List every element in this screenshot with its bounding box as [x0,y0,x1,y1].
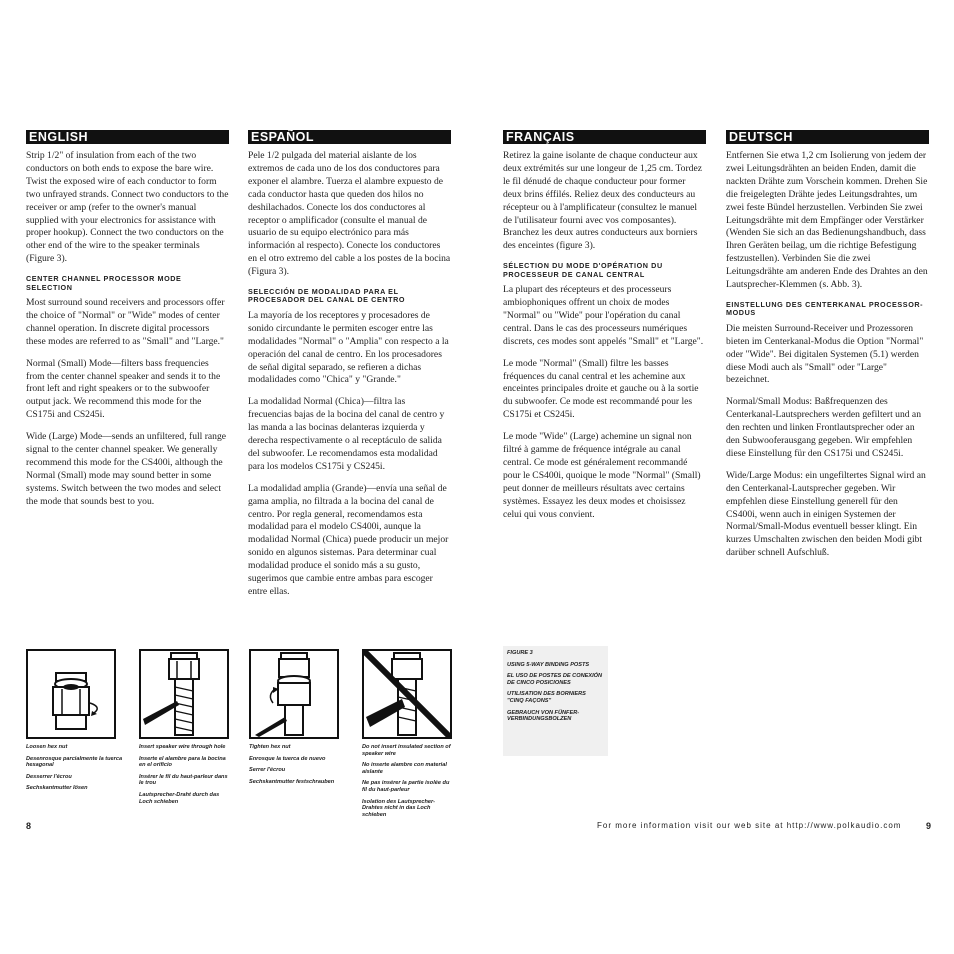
caption-figure-2 [139,744,231,810]
francais-subheading: SÉLECTION DU MODE D'OPÉRATION DU PROCESSEUR DE CANAL CENTRAL [503,261,663,279]
figure-3-line: EL USO DE POSTES DE CONEXIÓN DE CINCO POSICIONES [507,673,603,686]
caption-line: No inserte alambre con material aislante [362,762,447,775]
english-paragraph-2: Most surround sound receivers and processors offer the choice of "Normal" or "Wide" modes of center channel operation. In discrete digital processors these modes are referred to as "Small" and "Large." [26,296,225,347]
francais-paragraph-1: Retirez la gaine isolante de chaque conducteur aux deux extrémités sur une longeur de 1,25 cm. Tordez le fil dénudé de chaque conducteur pour former deux brins éffilés. Reliez deux des conducteurs au récepteur ou à l'amplificateur (consultez le manuel de l'utilisateur fourni avec vos composantes). Branchez les deux autres conducteurs aux borniers des enceintes (figure 3). [503,150,702,252]
deutsch-column [726,130,929,569]
francais-paragraph-4: Le mode "Wide" (Large) achemine un signal non filtré à gamme de fréquence intégrale au canal central. Ce mode est généralement recommandé pour le CS400i, quoique le mode "Normal" (Small) peut donner de meilleurs résultats avec certains systèmes. Essayez les deux modes et choisissez celui qui vous convient. [503,431,701,520]
binding-post-tighten-icon [251,651,337,737]
caption-line: Insérer le fil du haut-parleur dans le trou [139,773,228,787]
francais-column [503,130,706,530]
no-insulated-wire-icon [364,651,450,737]
caption-line: Isolation des Lautsprecher-Drahtes nicht in das Loch schieben [362,798,436,818]
deutsch-subheading: EINSTELLUNG DES CENTERKANAL PROCESSOR-MODUS [726,299,924,318]
caption-figure-3 [249,744,349,790]
francais-paragraph-3: Le mode "Normal" (Small) filtre les basses fréquences du canal central et les achemine aux enceintes principales droite et gauche ou à la sortie du subwoofer. Ce mode est recommandé pour les CS175i et CS245i. [503,357,699,421]
espanol-subheading: SELECCIÓN DE MODALIDAD PARA EL PROCESADOR DEL CANAL DE CENTRO [248,287,406,305]
binding-post-wire-icon [141,651,227,737]
caption-line: Ne pas insérer la partie isolée du fil du haut-parleur [362,780,450,793]
deutsch-paragraph-3: Normal/Small Modus: Baßfrequenzen des Centerkanal-Lautsprechers werden gefiltert und an den rechten und linken Frontlautsprecher oder an den Subwooferausgang gegeben. Wir empfehlen diese Einstellung für den CS175i und CS245i. [726,396,921,459]
page-number-right: 9 [926,821,932,831]
caption-line: Inserte el alambre para la bocina en el orificio [139,755,226,769]
deutsch-paragraph-1: Entfernen Sie etwa 1,2 cm Isolierung von jedem der zwei Leitungsdrähten an beiden Enden, damit die nackten Drähte zum Vorschein kommen. Drehen Sie die freigelegten Drähte jedes Leitungsdrahtes, um zwei feste Bündel herzustellen. Verbinden Sie zwei Leitungsdrähte mit dem Empfänger oder Verstärker (Wenden Sie sich an das Bedienungshandbuch, dass Ihren Geräten beilag, um die richtige Befestigung festzustellen). Verbinden Sie die zwei Leitungsdrähte am anderen Ende des Drahtes an den Lautsprecher-Klemmen (s. Abb. 3). [726,150,928,291]
espanol-paragraph-3: La modalidad Normal (Chica)—filtra las frecuencias bajas de la bocina del canal de centro y las manda a las bocinas delanteras izquierda y derecha respectivamente o al receptáculo de salida del subwoofer. Le recomendamos esta modalidad para los modelos CS175i y CS245i. [248,396,445,472]
espanol-paragraph-1: Pele 1/2 pulgada del material aislante de los extremos de cada uno de los dos conductores para exponer el alambre. Tuerza el alambre expuesto de cada conductor hasta que queden dos hilos no deshilachados. Conecte los dos conductores al receptor o amplificador (consulte el manual de usuario de su equipo electrónico para más información al respecto). Conecte los conductores en el otro extremo del cable a los postes de la bocina (Figura 3). [248,150,451,278]
english-paragraph-1: Strip 1/2" of insulation from each of the two conductors on both ends to expose the bare wire. Twist the exposed wire of each conductor to form two unfrayed strands. Connect two conductors to the receiver or amp (refer to the owner's manual supplied with your electronics for assistance with proper hookup). Connect the two conductors on the other end of the wire to the speaker terminals (Figure 3). [26,150,229,265]
figure-3-legend [503,646,608,756]
figure-3-line: USING 5-WAY BINDING POSTS [507,661,590,668]
espanol-header: ESPAÑOL [248,130,451,144]
figure-3-label: FIGURE 3 [507,650,533,656]
binding-post-icon [28,651,114,737]
francais-paragraph-2: La plupart des récepteurs et des processeurs ambiophoniques offrent un choix de modes "Normal" ou "Wide" pour l'opération du canal central. Dans le cas des processeurs numériques discrets, ces modes sont appelés "Small" et "Large". [503,284,704,347]
deutsch-header: DEUTSCH [726,130,929,144]
figure-3-line: UTILISATION DES BORNIERS "CINQ FAÇONS" [507,691,586,704]
deutsch-paragraph-2: Die meisten Surround-Receiver und Prozessoren bieten im Centerkanal-Modus die Option "Normal" oder "Wide". Bei digitalen Systemen (5.1) werden diese Modi auch als "Small" oder "Large" bezeichnet. [726,322,924,386]
caption-line: Do not insert insulated section of speaker wire [362,744,451,757]
figure-3-line: GEBRAUCH VON FÜNFER-VERBINDUNGSBOLZEN [507,709,580,723]
english-paragraph-3: Normal (Small) Mode—filters bass frequencies from the center channel speaker and sends it to the front left and right speakers or to the subwoofer output jack. We recommend this mode for the CS175i and CS245i. [26,357,221,421]
english-column [26,130,229,518]
english-header: ENGLISH [26,130,229,144]
caption-line: Enrosque la tuerca de nuevo [249,755,326,762]
caption-line: Desserrer l'écrou [26,773,72,780]
english-paragraph-4: Wide (Large) Mode—sends an unfiltered, full range signal to the center channel speaker. We generally recommend this mode for the CS400i, although the Normal (Small) mode may sound better in some systems. Switch between the two modes and select the mode that sounds best to you. [26,431,227,507]
caption-line: Insert speaker wire through hole [139,744,226,750]
caption-line: Sechskantmutter lösen [26,785,88,792]
website-footer: For more information visit our web site at http://www.polkaudio.com [597,821,902,830]
caption-line: Sechskantmutter festschrauben [249,778,335,785]
caption-line: Loosen hex nut [26,744,68,750]
espanol-paragraph-4: La modalidad amplia (Grande)—envía una señal de gama amplia, no filtrada a la bocina del canal de centro. Por regla general, recomendamos esta modalidad para el modelo CS400i, aunque la modalidad Normal (Chica) puede producir un mejor sonido en algunos sistemas. Para determinar cual modalidad produce el sonido más a su gusto, sugerimos que cambie entre ambas para escoger entre ellas. [248,482,449,597]
figure-insert-wire [139,649,229,739]
caption-figure-1 [26,744,126,797]
english-subheading: CENTER CHANNEL PROCESSOR MODE SELECTION [26,274,182,292]
figure-loosen-hex-nut [26,649,116,739]
figure-tighten-hex-nut [249,649,339,739]
figure-do-not-insert-insulated [362,649,452,739]
espanol-paragraph-2: La mayoría de los receptores y procesadores de sonido circundante le permiten escoger entre las modalidades "Normal" o "Amplia" con respecto a la operación del canal de centro. En los procesadores de señal digital separado, se refieren a dichas modalidades como "Chica" y "Grande." [248,309,449,386]
caption-line: Serrer l'écrou [249,767,286,774]
caption-line: Lautsprecher-Draht durch das Loch schieben [139,791,220,805]
francais-header: FRANÇAIS [503,130,706,144]
deutsch-paragraph-4: Wide/Large Modus: ein ungefiltertes Signal wird an den Centerkanal-Lautsprecher gegeben. Wir empfehlen diese Einstellung generell für den CS400i, wenn auch in einigen Systemen der Normal/Small-Modus eventuell besser klingt. Ein kurzes Umschalten zwischen den beiden Modi gibt darüber schnell Aufschluß. [726,469,926,559]
caption-figure-4 [362,744,454,823]
caption-line: Desenrosque parcialmente la tuerca hexagonal [26,755,123,769]
caption-line: Tighten hex nut [249,744,291,750]
page-number-left: 8 [26,821,32,831]
espanol-column [248,130,451,608]
